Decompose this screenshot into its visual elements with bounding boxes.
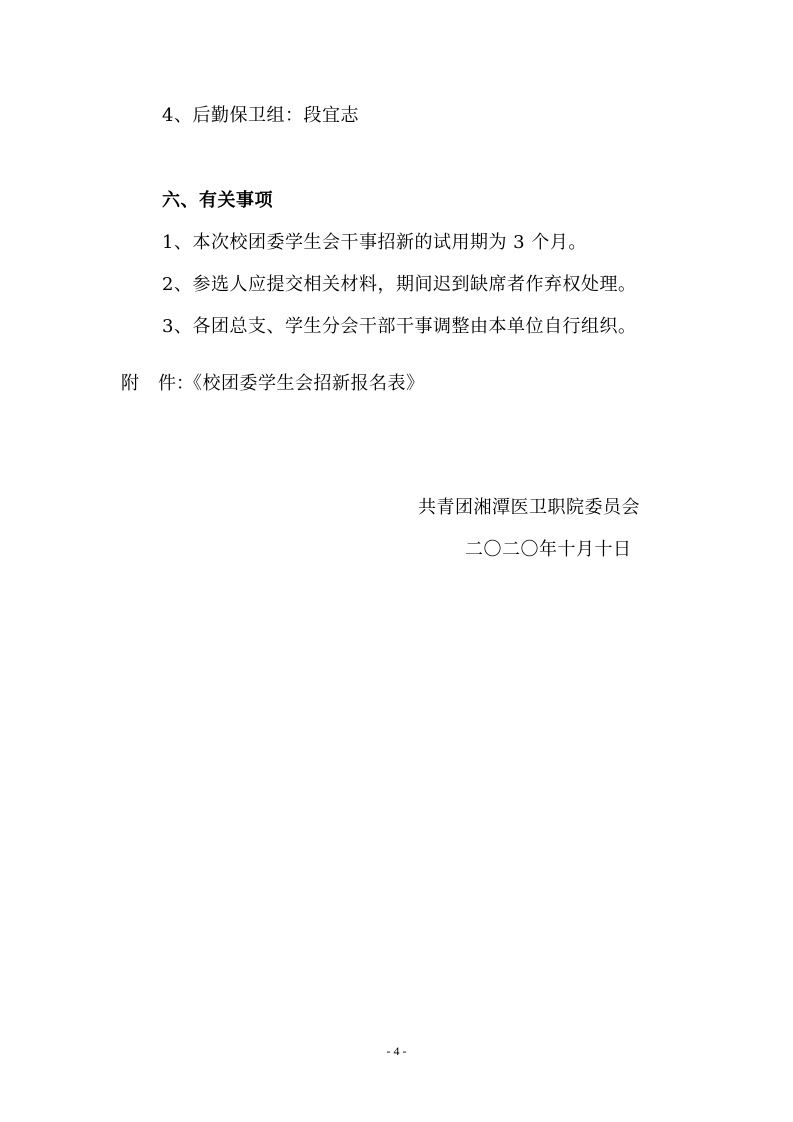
logistics-group-item: 4、后勤保卫组：段宜志 <box>162 105 359 126</box>
matter-item-2: 2、参选人应提交相关材料，期间迟到缺席者作弃权处理。 <box>162 274 637 295</box>
attachment-label-char-1: 附 <box>121 373 139 394</box>
attachment-value: 《校团委学生会招新报名表》 <box>184 373 425 394</box>
page-number: - 4 - <box>386 1044 407 1058</box>
section-heading: 六、有关事项 <box>162 190 273 211</box>
matter-item-1: 1、本次校团委学生会干事招新的试用期为 3 个月。 <box>162 232 587 253</box>
signature-date: 二〇二〇年十月十日 <box>465 539 632 560</box>
signature-organization: 共青团湘潭医卫职院委员会 <box>418 497 640 518</box>
matter-item-3: 3、各团总支、学生分会干部干事调整由本单位自行组织。 <box>162 316 637 337</box>
attachment-line <box>121 372 425 396</box>
attachment-label-char-2: 件： <box>158 373 194 394</box>
attachment-label <box>121 372 194 396</box>
